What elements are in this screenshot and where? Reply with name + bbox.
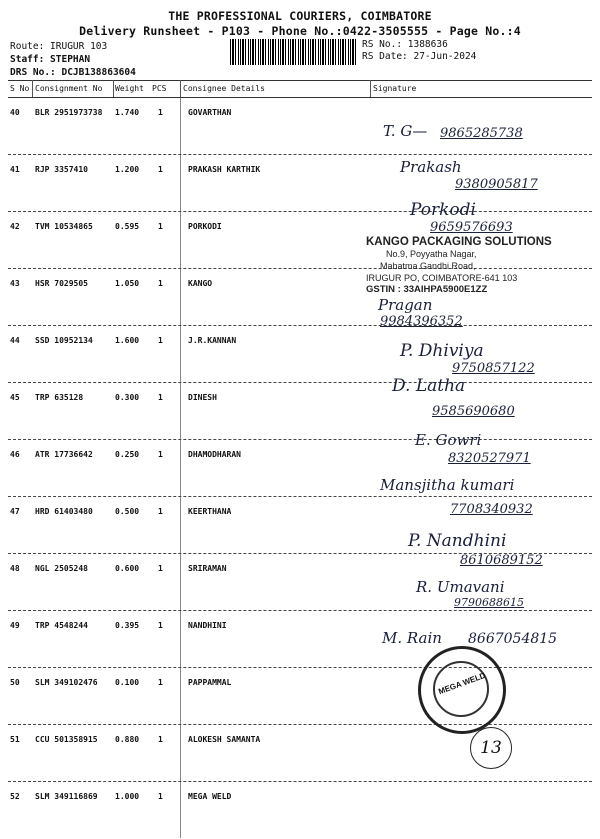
row-consignee: NANDHINI bbox=[188, 621, 227, 630]
row-weight: 0.395 bbox=[115, 621, 140, 630]
row-consignment: SSD 10952134 bbox=[35, 336, 93, 345]
signature-name: T. G— bbox=[383, 122, 428, 140]
row-consignee: J.R.KANNAN bbox=[188, 336, 237, 345]
table-top-rule bbox=[8, 80, 592, 81]
row-weight: 0.250 bbox=[115, 450, 140, 459]
row-consignment: RJP 3357410 bbox=[35, 165, 88, 174]
col-signature: Signature bbox=[373, 84, 417, 93]
row-weight: 0.300 bbox=[115, 393, 140, 402]
row-pcs: 1 bbox=[158, 279, 163, 288]
row-consignee: DINESH bbox=[188, 393, 217, 402]
row-consignee: KANGO bbox=[188, 279, 213, 288]
row-consignment: TRP 635128 bbox=[35, 393, 84, 402]
row-pcs: 1 bbox=[158, 507, 163, 516]
row-pcs: 1 bbox=[158, 165, 163, 174]
stamp-line-address1: No.9, Poyyatha Nagar, bbox=[386, 249, 477, 259]
signature-name: Mansjitha kumari bbox=[380, 476, 515, 494]
signature-phone: 7708340932 bbox=[450, 502, 533, 517]
row-sno: 46 bbox=[10, 450, 20, 459]
row-pcs: 1 bbox=[158, 222, 163, 231]
row-weight: 0.600 bbox=[115, 564, 140, 573]
row-pcs: 1 bbox=[158, 792, 163, 801]
rs-date: RS Date: 27-Jun-2024 bbox=[362, 51, 477, 62]
row-consignment: SLM 349102476 bbox=[35, 678, 98, 687]
company-title: THE PROFESSIONAL COURIERS, COIMBATORE bbox=[168, 9, 432, 23]
row-consignee: SRIRAMAN bbox=[188, 564, 227, 573]
row-sno: 49 bbox=[10, 621, 20, 630]
rs-number: RS No.: 1388636 bbox=[362, 39, 448, 50]
row-weight: 0.100 bbox=[115, 678, 140, 687]
row-consignee: DHAMODHARAN bbox=[188, 450, 241, 459]
row-weight: 1.740 bbox=[115, 108, 140, 117]
stamp-line-address3: IRUGUR PO, COIMBATORE-641 103 bbox=[366, 273, 518, 283]
row-sno: 44 bbox=[10, 336, 20, 345]
signature-name: Prakash bbox=[400, 158, 462, 176]
signature-phone: 9790688615 bbox=[454, 596, 524, 609]
row-sno: 45 bbox=[10, 393, 20, 402]
signature-phone: 9585690680 bbox=[432, 404, 515, 419]
table-row bbox=[0, 155, 600, 212]
signature-phone: 9750857122 bbox=[452, 361, 535, 376]
row-consignee: MEGA WELD bbox=[188, 792, 232, 801]
row-sno: 47 bbox=[10, 507, 20, 516]
row-pcs: 1 bbox=[158, 621, 163, 630]
signature-name: M. Rain bbox=[382, 629, 442, 647]
row-consignment: NGL 2505248 bbox=[35, 564, 88, 573]
row-pcs: 1 bbox=[158, 108, 163, 117]
route-label: Route: IRUGUR 103 bbox=[10, 41, 108, 52]
row-consignee: PRAKASH KARTHIK bbox=[188, 165, 261, 174]
col-pcs: PCS bbox=[152, 84, 167, 93]
row-weight: 0.500 bbox=[115, 507, 140, 516]
row-consignee: PORKODI bbox=[188, 222, 222, 231]
row-weight: 1.050 bbox=[115, 279, 140, 288]
table-row bbox=[0, 98, 600, 155]
row-pcs: 1 bbox=[158, 564, 163, 573]
col-consignment: Consignment No bbox=[35, 84, 103, 93]
drs-label: DRS No.: DCJB138863604 bbox=[10, 67, 136, 78]
company-stamp bbox=[366, 236, 566, 316]
row-consignment: CCU 501358915 bbox=[35, 735, 98, 744]
row-consignment: BLR 2951973738 bbox=[35, 108, 103, 117]
signature-phone: 8320527971 bbox=[448, 451, 531, 466]
signature-name: Porkodi bbox=[410, 200, 476, 220]
signature-name: R. Umavani bbox=[416, 578, 505, 596]
row-sno: 52 bbox=[10, 792, 20, 801]
row-sno: 41 bbox=[10, 165, 20, 174]
row-consignee: GOVARTHAN bbox=[188, 108, 232, 117]
row-consignee: PAPPAMMAL bbox=[188, 678, 232, 687]
signature-phone: 9984396352 bbox=[380, 314, 463, 329]
row-pcs: 1 bbox=[158, 450, 163, 459]
row-weight: 1.600 bbox=[115, 336, 140, 345]
signature-phone: 9659576693 bbox=[430, 220, 513, 235]
signature-phone: 8667054815 bbox=[468, 631, 558, 647]
stamp-line-company: KANGO PACKAGING SOLUTIONS bbox=[366, 236, 552, 248]
stamp-line-address2: Mahatma Gandhi Road, bbox=[380, 261, 476, 271]
row-weight: 1.200 bbox=[115, 165, 140, 174]
row-sno: 48 bbox=[10, 564, 20, 573]
row-consignment: HRD 61403480 bbox=[35, 507, 93, 516]
col-weight: Weight bbox=[115, 84, 144, 93]
staff-label: Staff: STEPHAN bbox=[10, 54, 91, 65]
row-consignment: TVM 10534865 bbox=[35, 222, 93, 231]
signature-name: P. Nandhini bbox=[408, 531, 507, 551]
signature-name: D. Latha bbox=[392, 376, 466, 396]
row-sno: 51 bbox=[10, 735, 20, 744]
row-consignment: HSR 7029505 bbox=[35, 279, 88, 288]
row-consignee: KEERTHANA bbox=[188, 507, 232, 516]
signature-name: E. Gowri bbox=[415, 431, 482, 449]
row-weight: 1.000 bbox=[115, 792, 140, 801]
signature-phone: 8610689152 bbox=[460, 553, 543, 568]
row-pcs: 1 bbox=[158, 336, 163, 345]
signature-phone: 9380905817 bbox=[455, 177, 538, 192]
row-consignment: TRP 4548244 bbox=[35, 621, 88, 630]
row-sno: 50 bbox=[10, 678, 20, 687]
table-row bbox=[0, 782, 600, 839]
signature-name: Pragan bbox=[378, 296, 433, 314]
row-weight: 0.880 bbox=[115, 735, 140, 744]
round-seal-text: MEGA WELD bbox=[437, 670, 487, 697]
col-consignee: Consignee Details bbox=[183, 84, 265, 93]
row-pcs: 1 bbox=[158, 678, 163, 687]
signature-name: P. Dhiviya bbox=[400, 341, 484, 361]
row-sno: 42 bbox=[10, 222, 20, 231]
row-consignment: ATR 17736642 bbox=[35, 450, 93, 459]
handwritten-page-mark: 13 bbox=[470, 727, 512, 769]
row-pcs: 1 bbox=[158, 393, 163, 402]
stamp-line-gstin: GSTIN : 33AIHPA5900E1ZZ bbox=[366, 284, 488, 295]
runsheet-subtitle: Delivery Runsheet - P103 - Phone No.:0422-3505555 - Page No.:4 bbox=[79, 24, 521, 38]
col-sno: S No bbox=[10, 84, 30, 93]
row-sno: 43 bbox=[10, 279, 20, 288]
barcode bbox=[230, 39, 356, 65]
signature-phone: 9865285738 bbox=[440, 126, 523, 141]
row-consignee: ALOKESH SAMANTA bbox=[188, 735, 261, 744]
row-weight: 0.595 bbox=[115, 222, 140, 231]
row-sno: 40 bbox=[10, 108, 20, 117]
round-seal-stamp bbox=[418, 646, 506, 734]
row-consignment: SLM 349116869 bbox=[35, 792, 98, 801]
row-pcs: 1 bbox=[158, 735, 163, 744]
